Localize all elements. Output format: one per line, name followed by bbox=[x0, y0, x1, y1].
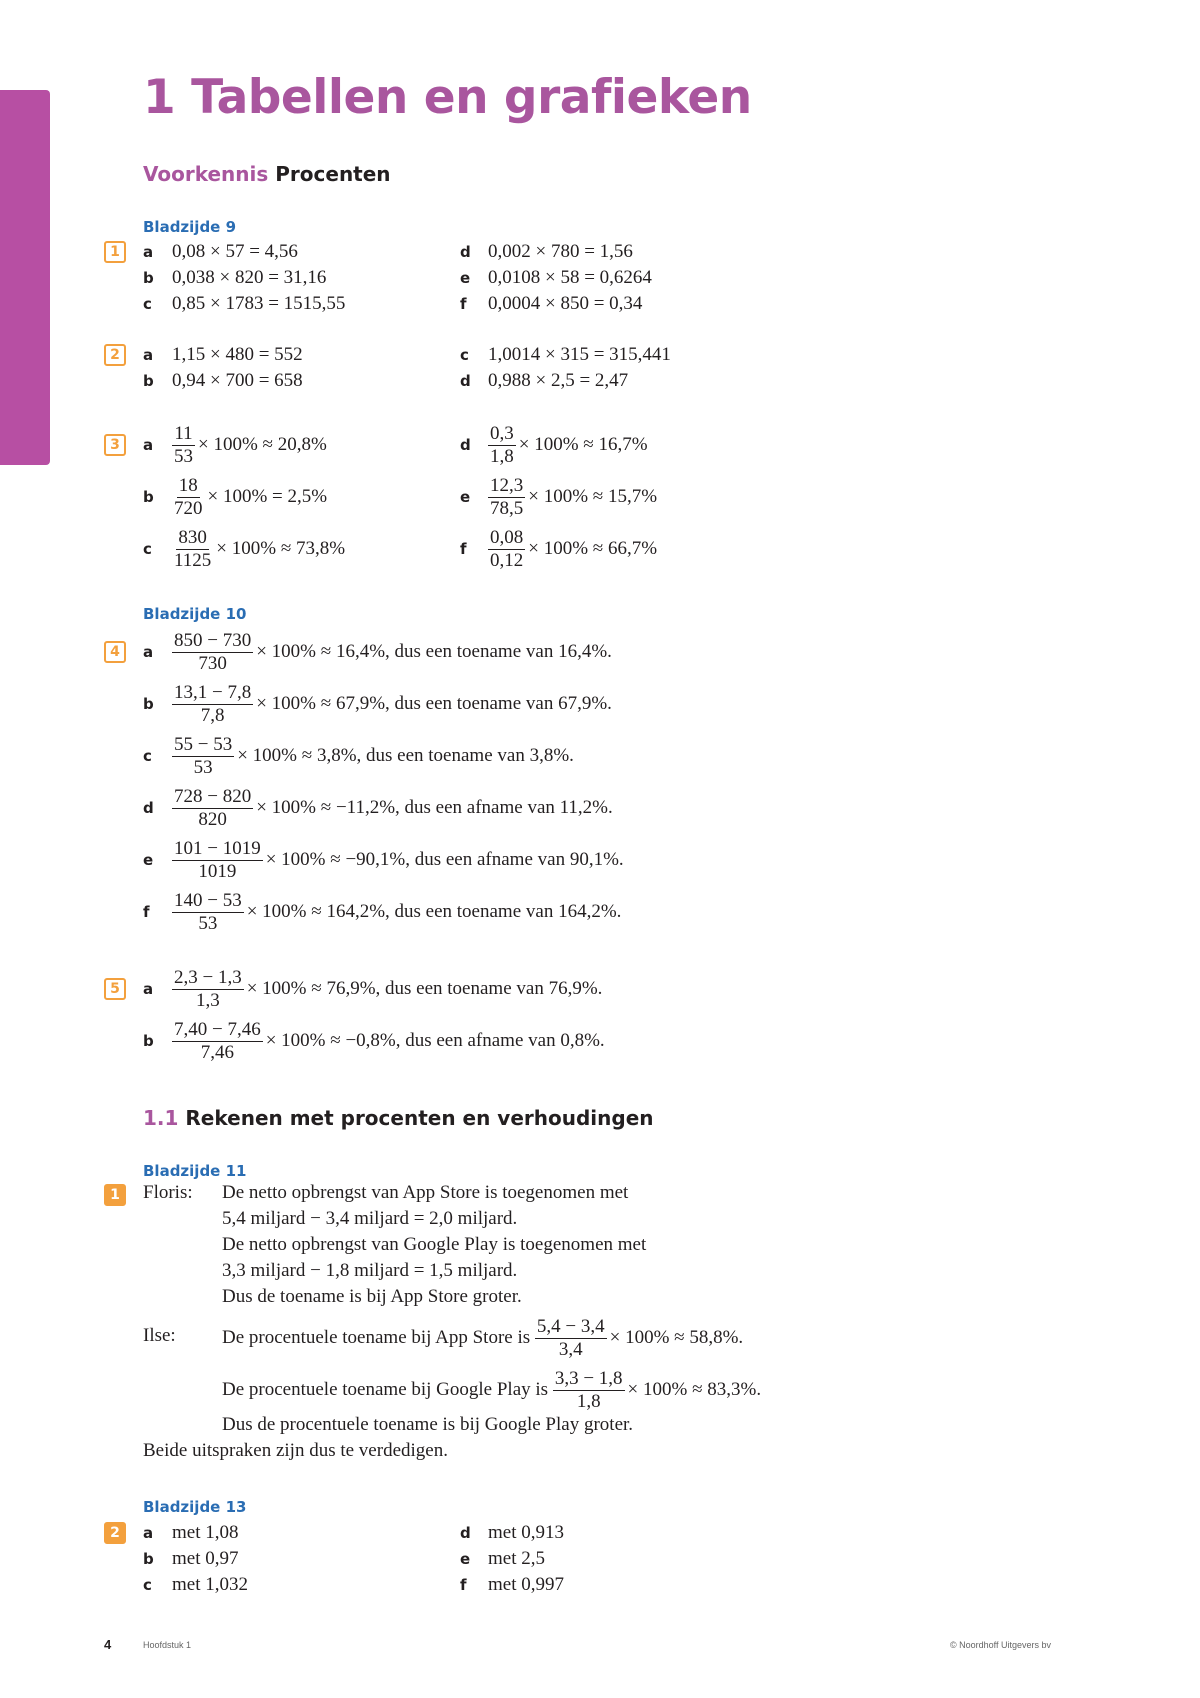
answer-line: De procentuele toename bij Google Play is $\frac{3,3 - 1,8}{1,8}$ × 100% ≈ 83,3%. bbox=[222, 1367, 762, 1412]
page-ref-13: Bladzijde 13 bbox=[143, 1498, 247, 1516]
item-label: b bbox=[143, 695, 154, 713]
answer-line: $\frac{18}{720}$ × 100% = 2,5% bbox=[174, 474, 328, 519]
answer-line: 0,002 × 780 = 1,56 bbox=[488, 241, 633, 262]
exercise-number: 5 bbox=[104, 978, 126, 1000]
fraction: $\frac{830}{1125}$ bbox=[174, 526, 212, 571]
item-label: d bbox=[460, 243, 471, 261]
fraction: $\frac{3,3 - 1,8}{1,8}$ bbox=[554, 1367, 623, 1412]
item-label: d bbox=[460, 1524, 471, 1542]
answer-line: De procentuele toename bij App Store is $\frac{5,4 - 3,4}{3,4}$ × 100% ≈ 58,8%. bbox=[222, 1315, 744, 1360]
answer-line: met 2,5 bbox=[488, 1548, 545, 1569]
item-label: e bbox=[460, 269, 471, 287]
answer-line: $\frac{2,3 - 1,3}{1,3}$ × 100% ≈ 76,9%, dus een toename van 76,9%. bbox=[174, 966, 603, 1011]
answer-line: $\frac{0,3}{1,8}$ × 100% ≈ 16,7% bbox=[490, 422, 648, 467]
answer-line: $\frac{140 - 53}{53}$ × 100% ≈ 164,2%, dus een toename van 164,2%. bbox=[174, 889, 622, 934]
item-label: b bbox=[143, 1032, 154, 1050]
fraction: $\frac{140 - 53}{53}$ bbox=[174, 889, 242, 934]
answer-line: met 0,997 bbox=[488, 1574, 564, 1595]
fraction: $\frac{0,3}{1,8}$ bbox=[490, 422, 514, 467]
chapter-title: 1 Tabellen en grafieken bbox=[143, 70, 752, 125]
section-title: Rekenen met procenten en verhoudingen bbox=[185, 1106, 654, 1130]
item-label: a bbox=[143, 243, 154, 261]
answer-line: De netto opbrengst van App Store is toegenomen met bbox=[222, 1182, 629, 1203]
answer-line: De netto opbrengst van Google Play is toegenomen met bbox=[222, 1234, 647, 1255]
exercise-number: 1 bbox=[104, 241, 126, 263]
item-label: f bbox=[460, 540, 467, 558]
item-label: c bbox=[143, 295, 152, 313]
floris-label: Floris: bbox=[143, 1182, 193, 1203]
fraction: $\frac{18}{720}$ bbox=[174, 474, 203, 519]
fraction: $\frac{728 - 820}{820}$ bbox=[174, 785, 252, 830]
ilse-label: Ilse: bbox=[143, 1325, 176, 1346]
fraction: $\frac{5,4 - 3,4}{3,4}$ bbox=[536, 1315, 605, 1360]
answer-line: 0,94 × 700 = 658 bbox=[172, 370, 303, 391]
answer-line: $\frac{12,3}{78,5}$ × 100% ≈ 15,7% bbox=[490, 474, 658, 519]
page-ref-11: Bladzijde 11 bbox=[143, 1162, 247, 1180]
exercise-number: 2 bbox=[104, 1522, 126, 1544]
item-label: f bbox=[460, 1576, 467, 1594]
fraction: $\frac{12,3}{78,5}$ bbox=[490, 474, 524, 519]
item-label: a bbox=[143, 346, 154, 364]
item-label: b bbox=[143, 1550, 154, 1568]
answer-line: 0,85 × 1783 = 1515,55 bbox=[172, 293, 346, 314]
item-label: d bbox=[460, 372, 471, 390]
item-label: a bbox=[143, 436, 154, 454]
answer-line: 0,08 × 57 = 4,56 bbox=[172, 241, 298, 262]
answer-line: Dus de toename is bij App Store groter. bbox=[222, 1286, 522, 1307]
fraction: $\frac{11}{53}$ bbox=[174, 422, 193, 467]
answer-line: met 0,97 bbox=[172, 1548, 239, 1569]
answer-line: 5,4 miljard − 3,4 miljard = 2,0 miljard. bbox=[222, 1208, 518, 1229]
item-label: d bbox=[460, 436, 471, 454]
conclusion: Beide uitspraken zijn dus te verdedigen. bbox=[143, 1440, 448, 1461]
section-number: 1.1 bbox=[143, 1106, 179, 1130]
answer-line: met 1,08 bbox=[172, 1522, 239, 1543]
answer-line: $\frac{0,08}{0,12}$ × 100% ≈ 66,7% bbox=[490, 526, 658, 571]
item-label: e bbox=[143, 851, 154, 869]
fraction: $\frac{55 - 53}{53}$ bbox=[174, 733, 233, 778]
item-label: c bbox=[143, 1576, 152, 1594]
answer-line: $\frac{101 - 1019}{1019}$ × 100% ≈ −90,1%, dus een afname van 90,1%. bbox=[174, 837, 624, 882]
fraction: $\frac{850 - 730}{730}$ bbox=[174, 629, 252, 674]
footer-copyright: © Noordhoff Uitgevers bv bbox=[950, 1640, 1052, 1650]
page-ref-10: Bladzijde 10 bbox=[143, 605, 247, 623]
exercise-number: 4 bbox=[104, 641, 126, 663]
page-number: 4 bbox=[104, 1637, 112, 1652]
item-label: c bbox=[143, 540, 152, 558]
item-label: c bbox=[143, 747, 152, 765]
exercise-number: 2 bbox=[104, 344, 126, 366]
answer-line: 0,988 × 2,5 = 2,47 bbox=[488, 370, 629, 391]
item-label: b bbox=[143, 488, 154, 506]
item-label: f bbox=[143, 903, 150, 921]
answer-line: 1,15 × 480 = 552 bbox=[172, 344, 303, 365]
voorkennis-topic: Procenten bbox=[275, 162, 391, 186]
item-label: f bbox=[460, 295, 467, 313]
exercise-number: 3 bbox=[104, 434, 126, 456]
item-label: c bbox=[460, 346, 469, 364]
item-label: e bbox=[460, 1550, 471, 1568]
answer-line: $\frac{7,40 - 7,46}{7,46}$ × 100% ≈ −0,8%, dus een afname van 0,8%. bbox=[174, 1018, 605, 1063]
answer-line: 3,3 miljard − 1,8 miljard = 1,5 miljard. bbox=[222, 1260, 518, 1281]
answer-line: $\frac{11}{53}$ × 100% ≈ 20,8% bbox=[174, 422, 327, 467]
exercise-number: 1 bbox=[104, 1184, 126, 1206]
voorkennis-label: Voorkennis bbox=[143, 162, 269, 186]
item-label: b bbox=[143, 269, 154, 287]
answer-line: 0,038 × 820 = 31,16 bbox=[172, 267, 327, 288]
item-label: a bbox=[143, 980, 154, 998]
item-label: d bbox=[143, 799, 154, 817]
answer-line: $\frac{728 - 820}{820}$ × 100% ≈ −11,2%, dus een afname van 11,2%. bbox=[174, 785, 613, 830]
footer-chapter: Hoofdstuk 1 bbox=[143, 1640, 192, 1650]
section-heading bbox=[143, 1106, 654, 1130]
answer-line: 0,0108 × 58 = 0,6264 bbox=[488, 267, 652, 288]
voorkennis-heading bbox=[143, 162, 391, 186]
answer-line: $\frac{850 - 730}{730}$ × 100% ≈ 16,4%, dus een toename van 16,4%. bbox=[174, 629, 612, 674]
answer-line: $\frac{830}{1125}$ × 100% ≈ 73,8% bbox=[174, 526, 346, 571]
page-ref-9: Bladzijde 9 bbox=[143, 218, 237, 236]
answer-line: 0,0004 × 850 = 0,34 bbox=[488, 293, 643, 314]
answer-line: met 1,032 bbox=[172, 1574, 248, 1595]
answer-line: Dus de procentuele toename is bij Google Play groter. bbox=[222, 1414, 634, 1435]
answer-line: met 0,913 bbox=[488, 1522, 564, 1543]
chapter-tab-marker bbox=[0, 90, 50, 465]
fraction: $\frac{0,08}{0,12}$ bbox=[490, 526, 524, 571]
fraction: $\frac{2,3 - 1,3}{1,3}$ bbox=[174, 966, 242, 1011]
answer-line: $\frac{13,1 - 7,8}{7,8}$ × 100% ≈ 67,9%, dus een toename van 67,9%. bbox=[174, 681, 612, 726]
fraction: $\frac{7,40 - 7,46}{7,46}$ bbox=[174, 1018, 261, 1063]
item-label: b bbox=[143, 372, 154, 390]
item-label: e bbox=[460, 488, 471, 506]
item-label: a bbox=[143, 1524, 154, 1542]
item-label: a bbox=[143, 643, 154, 661]
fraction: $\frac{101 - 1019}{1019}$ bbox=[174, 837, 261, 882]
answer-line: 1,0014 × 315 = 315,441 bbox=[488, 344, 671, 365]
fraction: $\frac{13,1 - 7,8}{7,8}$ bbox=[174, 681, 252, 726]
answer-line: $\frac{55 - 53}{53}$ × 100% ≈ 3,8%, dus een toename van 3,8%. bbox=[174, 733, 574, 778]
